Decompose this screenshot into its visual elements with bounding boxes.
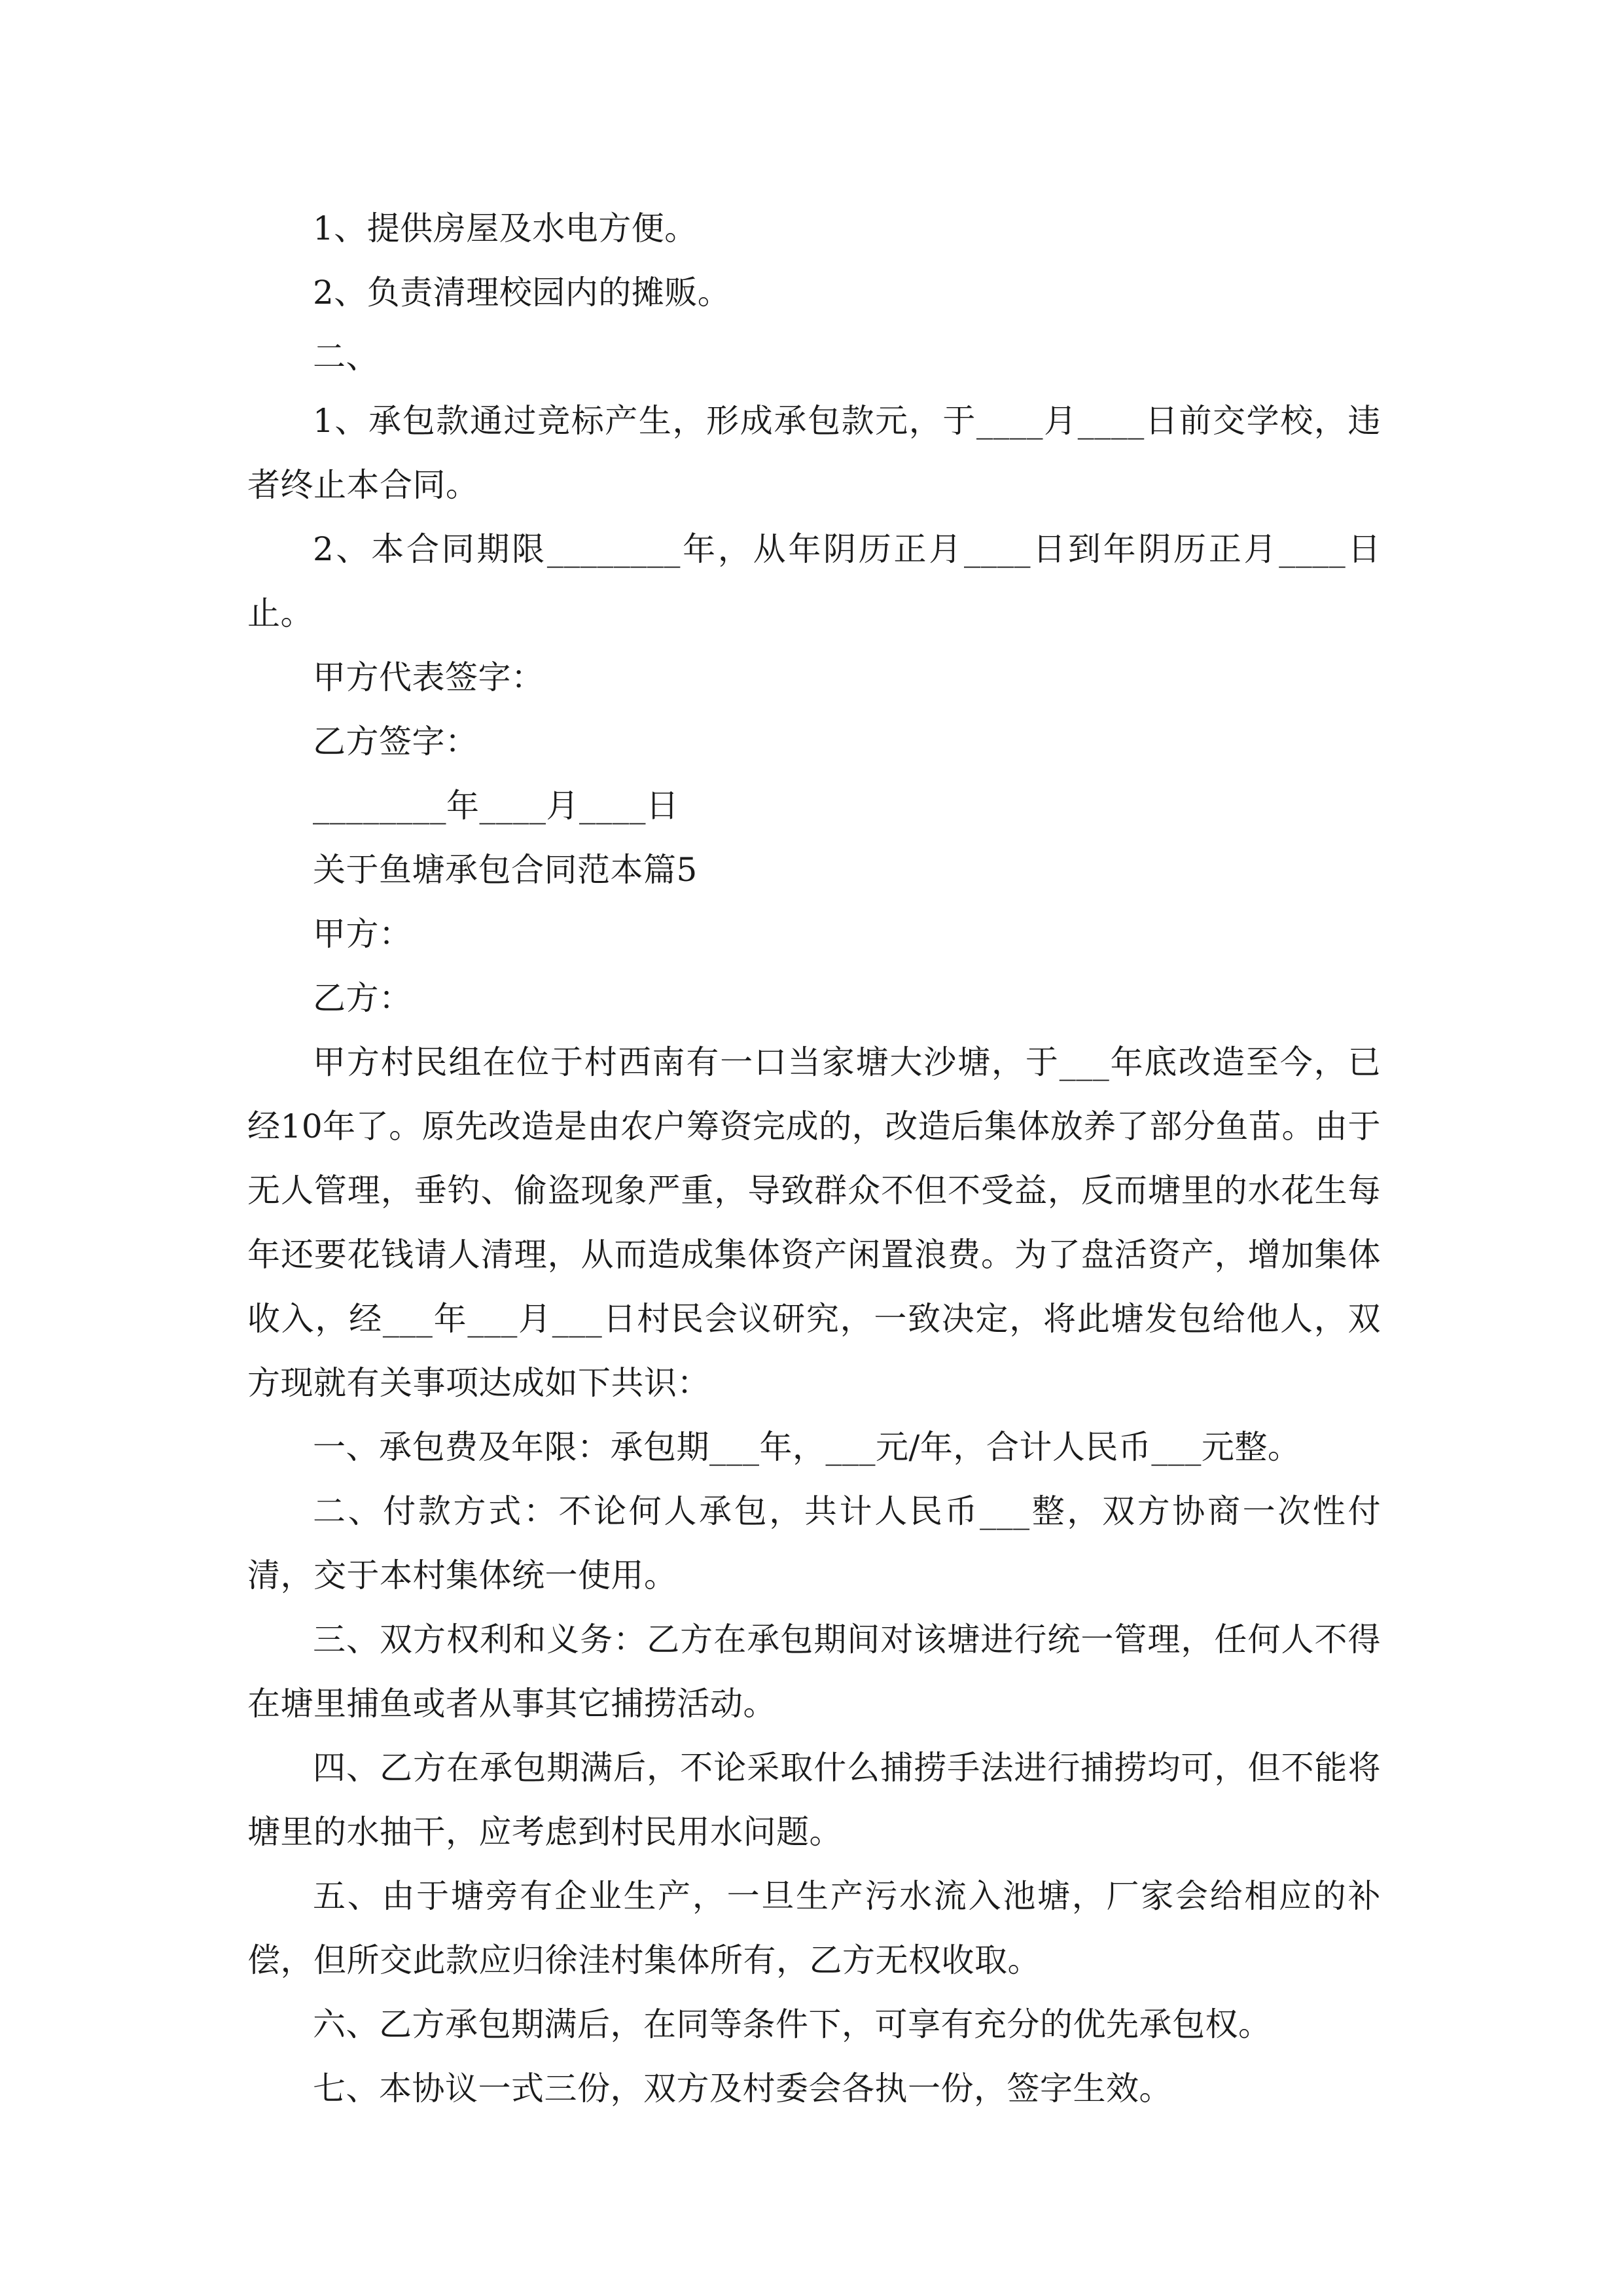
contract-title: 关于鱼塘承包合同范本篇5 xyxy=(313,851,698,889)
clause-6: 六、乙方承包期满后，在同等条件下，可享有充分的优先承包权。 xyxy=(313,2005,1272,2043)
document-body xyxy=(247,196,1381,2121)
paragraph-term: 2、本合同期限________年，从年阴历正月____日到年阴历正月____日止。 xyxy=(247,530,1381,632)
section-heading-2: 二、 xyxy=(313,338,379,376)
party-b-label: 乙方： xyxy=(313,979,412,1017)
clause-3: 三、双方权利和义务：乙方在承包期间对该塘进行统一管理，任何人不得在塘里捕鱼或者从事其它捕捞活动。 xyxy=(247,1621,1381,1723)
clause-1: 一、承包费及年限：承包期___年，___元/年，合计人民币___元整。 xyxy=(313,1428,1301,1466)
paragraph-payment: 1、承包款通过竞标产生，形成承包款元，于____月____日前交学校，违者终止本合同。 xyxy=(247,402,1381,504)
signature-date: ________年____月____日 xyxy=(313,787,679,825)
party-b-signature: 乙方签字： xyxy=(313,723,478,761)
clause-7: 七、本协议一式三份，双方及村委会各执一份，签字生效。 xyxy=(313,2070,1172,2108)
clause-4: 四、乙方在承包期满后，不论采取什么捕捞手法进行捕捞均可，但不能将塘里的水抽干，应考虑到村民用水问题。 xyxy=(247,1749,1381,1851)
party-a-label: 甲方： xyxy=(313,915,412,953)
party-a-signature: 甲方代表签字： xyxy=(313,658,544,696)
paragraph-2: 2、负责清理校园内的摊贩。 xyxy=(313,274,731,312)
clause-2: 二、付款方式：不论何人承包，共计人民币___整，双方协商一次性付清，交于本村集体统一使用。 xyxy=(247,1492,1381,1594)
paragraph-background: 甲方村民组在位于村西南有一口当家塘大沙塘，于___年底改造至今，已经10年了。原先改造是由农户筹资完成的，改造后集体放养了部分鱼苗。由于无人管理，垂钓、偷盗现象严重，导致群众不但不受益，反而塘里的水花生每年还要花钱请人清理，从而造成集体资产闲置浪费。为了盘活资产，增加集体收入，经___年___月___日村民会议研究，一致决定，将此塘发包给他人，双方现就有关事项达成如下共识： xyxy=(247,1043,1381,1402)
paragraph-1: 1、提供房屋及水电方便。 xyxy=(313,209,698,247)
clause-5: 五、由于塘旁有企业生产，一旦生产污水流入池塘，厂家会给相应的补偿，但所交此款应归徐洼村集体所有，乙方无权收取。 xyxy=(247,1877,1381,1979)
